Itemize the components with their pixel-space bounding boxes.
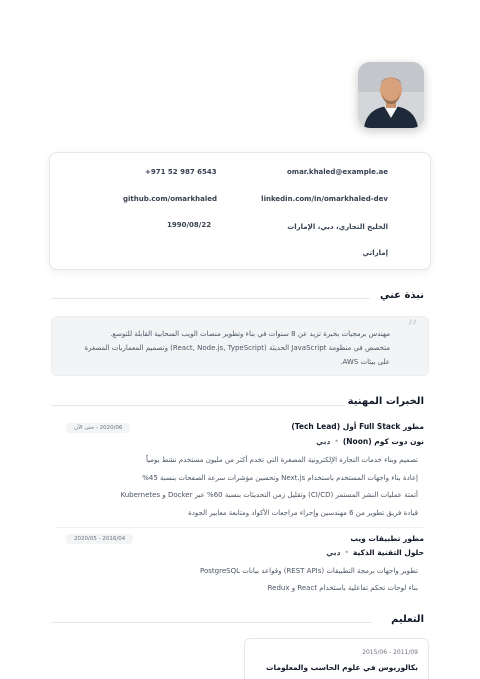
quote-icon: ” bbox=[406, 317, 418, 342]
job-bullet: أتمتة عمليات النشر المستمر (CI/CD) وتقليل زمن التحديثات بنسبة 60% عبر Docker و Kubernetes bbox=[120, 491, 418, 499]
education-date: 2011/09 - 2015/06 bbox=[362, 649, 418, 656]
profile-photo bbox=[358, 62, 424, 128]
job-bullet: قيادة فريق تطوير من 6 مهندسين وإجراء مراجعات الأكواد ومتابعة معايير الجودة bbox=[188, 509, 418, 517]
contact-card bbox=[49, 152, 431, 270]
education-title: التعليم bbox=[391, 614, 424, 625]
about-box bbox=[51, 316, 429, 376]
linkedin-text[interactable]: linkedin.com/in/omarkhaled-dev bbox=[261, 195, 388, 203]
birth-date-text: 1990/08/22 bbox=[167, 221, 212, 229]
job-bullet: تطوير واجهات برمجة التطبيقات (REST APIs) وقواعد بيانات PostgreSQL bbox=[200, 567, 418, 575]
github-text[interactable]: github.com/omarkhaled bbox=[123, 195, 218, 203]
job-company bbox=[316, 437, 424, 446]
nationality-text: إماراتي bbox=[362, 249, 388, 257]
job-title: مطور تطبيقات ويب bbox=[350, 534, 424, 543]
company-name: نون دوت كوم (Noon) bbox=[342, 437, 424, 446]
education-degree: بكالوريوس في علوم الحاسب والمعلومات bbox=[265, 663, 418, 672]
address-text: الخليج التجاري، دبي، الإمارات bbox=[287, 223, 388, 231]
job-bullet: بناء لوحات تحكم تفاعلية باستخدام React و Redux bbox=[267, 584, 418, 592]
company-city: دبي bbox=[326, 548, 341, 557]
education-card bbox=[244, 638, 429, 679]
job-divider bbox=[56, 527, 424, 528]
company-name: حلول التقنية الذكية bbox=[352, 548, 424, 557]
about-title: نبذة عني bbox=[379, 290, 424, 301]
about-text bbox=[66, 327, 390, 369]
phone-text[interactable]: +971 52 987 6543 bbox=[145, 168, 217, 176]
avatar-photo-icon bbox=[358, 62, 424, 128]
education-divider bbox=[51, 622, 372, 623]
job-date-badge: 2016/04 - 2020/05 bbox=[66, 534, 133, 544]
job-company bbox=[326, 548, 424, 557]
job-title: مطور Full Stack أول (Tech Lead) bbox=[291, 422, 424, 431]
about-line: متخصص في منظومة JavaScript الحديثة (React, Node.js, TypeScript) وتصميم المعماريات المصغرة bbox=[84, 344, 390, 352]
separator-dot-icon: • bbox=[344, 548, 349, 557]
experience-title: الخبرات المهنية bbox=[347, 396, 424, 407]
job-date-badge: 2020/06 - حتى الآن bbox=[66, 423, 130, 433]
email-text[interactable]: omar.khaled@example.ae bbox=[286, 168, 388, 176]
experience-divider bbox=[51, 405, 345, 406]
about-line: مهندس برمجيات بخبرة تزيد عن 8 سنوات في بناء وتطوير منصات الويب السحابية القابلة للتوسع. bbox=[110, 330, 390, 338]
job-bullet: إعادة بناء واجهات المستخدم باستخدام Next.js وتحسين مؤشرات سرعة الصفحات بنسبة 45% bbox=[142, 474, 418, 482]
about-divider bbox=[51, 298, 370, 299]
about-line: على بيئات AWS. bbox=[340, 358, 390, 366]
company-city: دبي bbox=[316, 437, 331, 446]
job-bullet: تصميم وبناء خدمات التجارة الإلكترونية المصغرة التي تخدم أكثر من مليون مستخدم نشط يومياً bbox=[146, 456, 418, 464]
separator-dot-icon: • bbox=[334, 437, 339, 446]
